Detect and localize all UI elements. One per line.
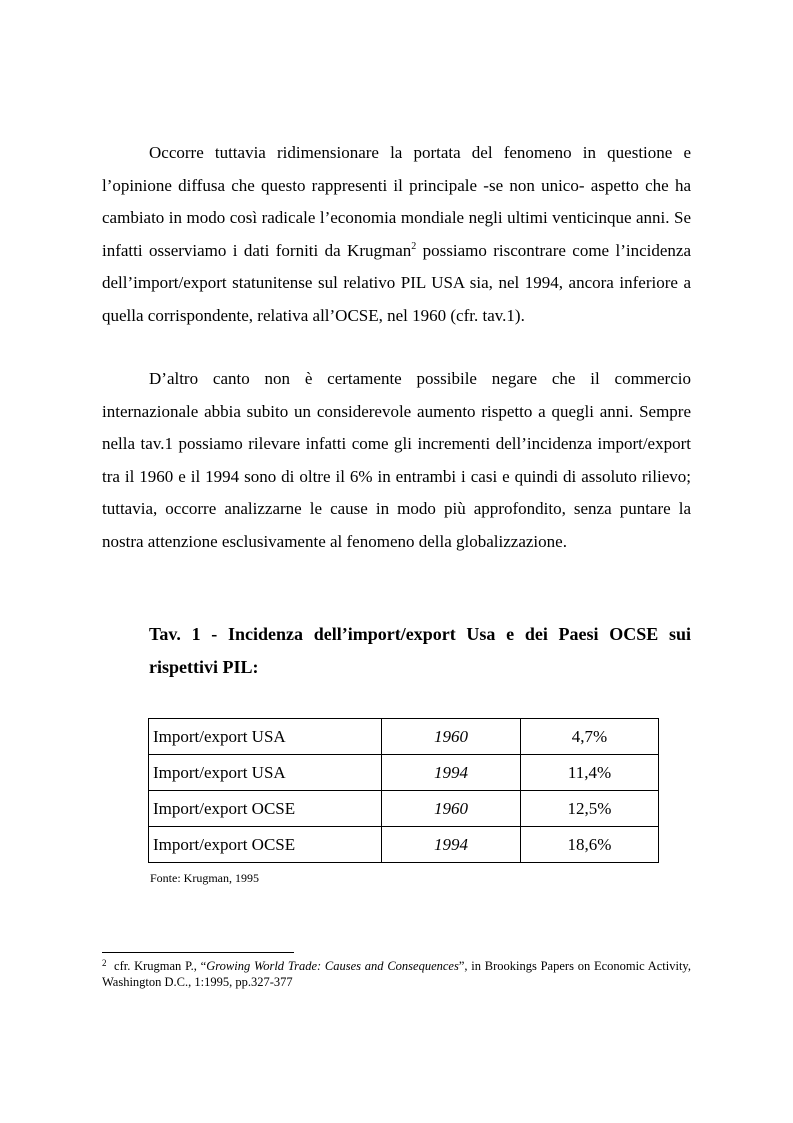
data-table [148,718,659,863]
table-row [149,827,659,863]
table-row [149,755,659,791]
row-year: 1994 [382,755,521,791]
table-title: Tav. 1 - Incidenza dell’import/export Usa e dei Paesi OCSE sui rispettivi PIL: [149,624,691,677]
table-row [149,791,659,827]
footnote-divider [102,952,294,953]
row-year: 1960 [382,719,521,755]
row-label: Import/export USA [149,719,382,755]
row-value: 11,4% [521,755,659,791]
footnote-rest: ”, in Brookings Papers on Economic Activity, Washington D.C., 1:1995, pp.327-377 [102,959,691,989]
paragraph-1-text-b: possiamo riscontrare come l’incidenza dell’import/export statunitense sul relativo PIL USA sia, nel 1994, ancora inferiore a quella corrispondente, relativa all’OCSE, nel 1960 (cfr. tav.1). [102,240,691,325]
row-value: 18,6% [521,827,659,863]
footnote-reference: 2 [411,240,417,252]
footnote-lead: cfr. Krugman P., “ [106,959,207,973]
row-label: Import/export OCSE [149,827,382,863]
row-year: 1994 [382,827,521,863]
paragraph-2-text: D’altro canto non è certamente possibile negare che il commercio internazionale abbia subito un considerevole aumento rispetto a quegli anni. Sempre nella tav.1 possiamo rilevare infatti come gli incrementi dell’incidenza import/export tra il 1960 e il 1994 sono di oltre il 6% in entrambi i casi e quindi di assoluto rilievo; tuttavia, occorre analizzarne le cause in modo più approfondito, senza puntare la nostra attenzione esclusivamente al fenomeno della globalizzazione. [102,369,691,551]
table-row [149,719,659,755]
paragraph-2 [102,363,691,559]
row-value: 12,5% [521,791,659,827]
footnote [102,958,691,990]
row-label: Import/export USA [149,755,382,791]
paragraph-1 [102,137,691,333]
row-value: 4,7% [521,719,659,755]
footnote-number: 2 [102,958,107,968]
row-year: 1960 [382,791,521,827]
table-source: Fonte: Krugman, 1995 [150,871,259,885]
footnote-cited-title: Growing World Trade: Causes and Consequences [206,959,459,973]
paragraph-1-text-a: Occorre tuttavia ridimensionare la portata del fenomeno in questione e l’opinione diffusa che questo rappresenti il principale -se non unico- aspetto che ha cambiato in modo così radicale l’economia mondiale negli ultimi venticinque anni. Se infatti osserviamo i dati forniti da Krugman [102,143,691,260]
row-label: Import/export OCSE [149,791,382,827]
